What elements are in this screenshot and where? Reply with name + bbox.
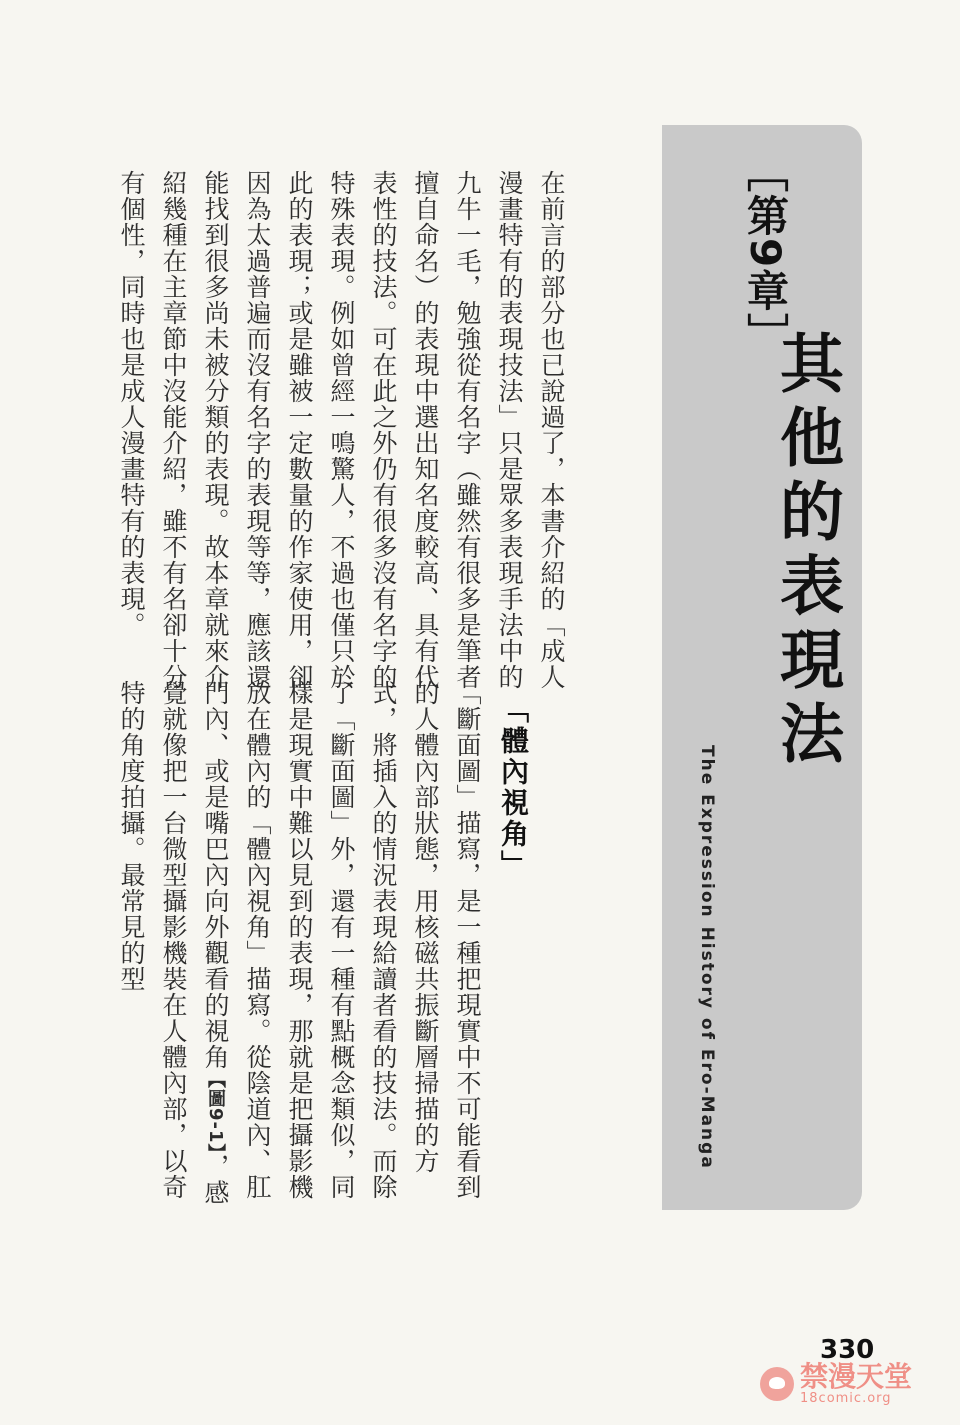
chapter-english-title: The Expression History of Ero-Manga <box>697 745 717 1170</box>
chapter-title: 其他的表現法 <box>769 330 843 774</box>
watermark-url: 18comic.org <box>800 1391 892 1406</box>
intro-paragraph: 在前言的部分也已說過了，本書介紹的「成人漫畫特有的表現技法」只是眾多表現手法中的九牛一毛，勉強從有名字（雖然有很多是筆者擅自命名）的表現中選出知名度較高、具有代表性的技法。可在此之外仍有很多沒有名字的特殊表現。例如曾經一鳴驚人，不過也僅只於此的表現；或是雖被一定數量的作家使用，卻因為太過普遍而沒有名字的表現等等，應該還能找到很多尚未被分類的表現。故本章就來介紹幾種在主章節中沒能介紹，雖不有名卻十分有個性，同時也是成人漫畫特有的表現。 <box>117 170 566 690</box>
figure-reference: 【圖9-1】 <box>205 1070 226 1154</box>
site-watermark <box>760 1362 912 1406</box>
watermark-name: 禁漫天堂 <box>800 1360 913 1393</box>
chapter-label: ［第9章］ <box>741 150 790 358</box>
section-paragraph <box>110 680 488 1220</box>
section-text-part2: ，感覺就像把一台微型攝影機裝在人體內部，以奇特的角度拍攝。最常見的型 <box>117 680 230 1206</box>
section-text-part1: 「斷面圖」描寫，是一種把現實中不可能看到的人體內部狀態，用核磁共振斷層掃描的方式，將插入的情況表現給讀者看的技法。而除了「斷面圖」外，還有一種有點概念類似，同樣是現實中難以見到的表現，那就是把攝影機放在體內的「體內視角」描寫。從陰道內、肛門內、或是嘴巴內向外觀看的視角 <box>201 680 482 1200</box>
watermark-logo-icon <box>760 1367 794 1401</box>
page-number: 330 <box>820 1335 875 1365</box>
section-heading: 「體內視角」 <box>497 695 530 881</box>
